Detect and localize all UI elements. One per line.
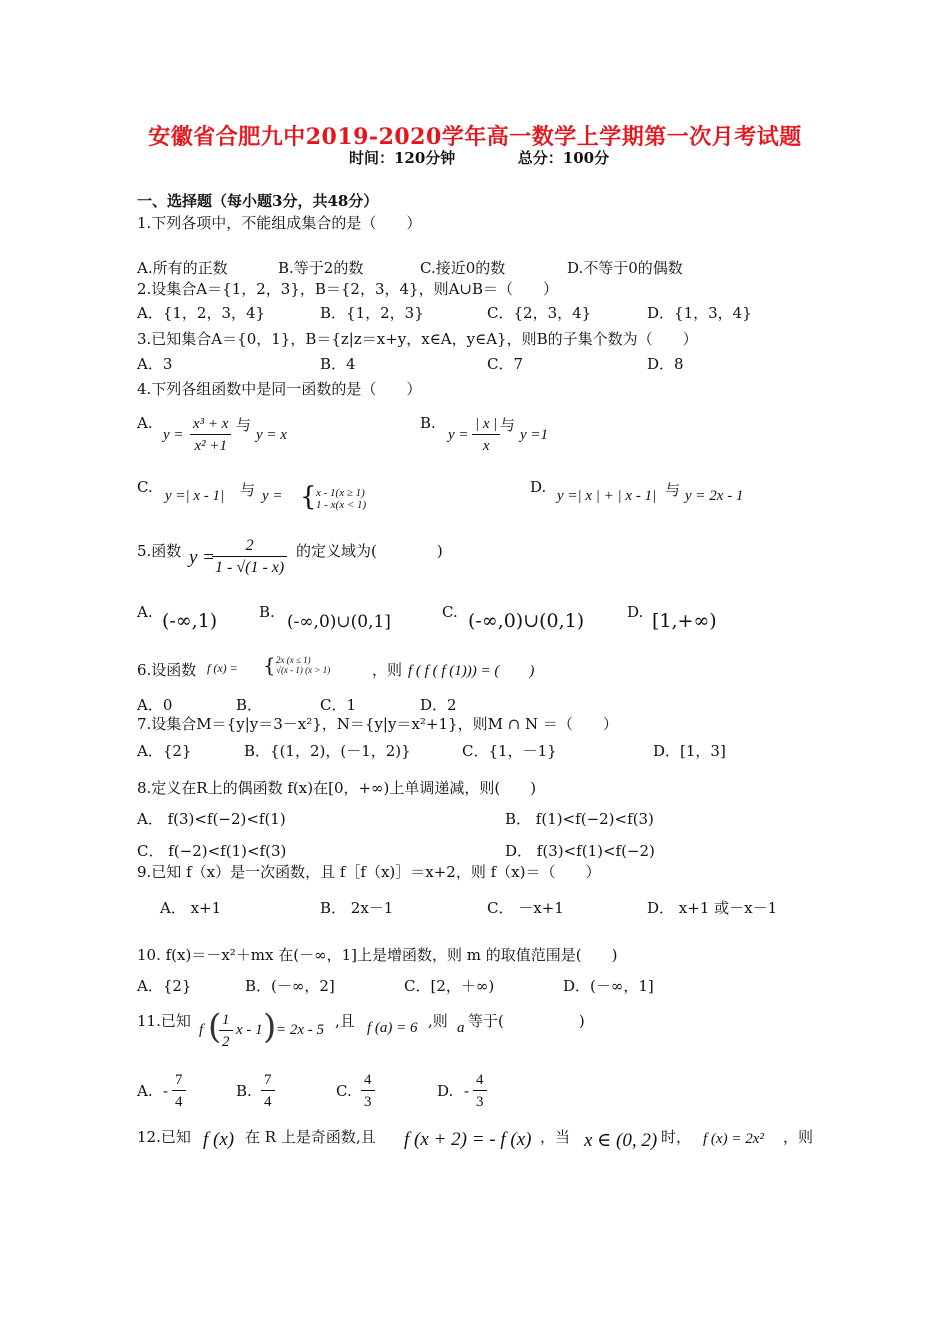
q10-option-c: C．[2，＋∞) (404, 977, 495, 995)
q11-condition: f (a) = 6 (367, 1020, 418, 1036)
q11-option-d-fraction (473, 1070, 487, 1113)
q4-option-d-rhs: y = 2x - 1 (685, 488, 744, 504)
q6-option-c: C．1 (320, 696, 357, 714)
q1-option-d: D.不等于0的偶数 (567, 259, 683, 277)
q4-c-cases (316, 487, 366, 511)
q12-when: 时， (661, 1128, 692, 1146)
question-8-stem: 8.定义在R上的偶函数 f(x)在[0，+∞)上单调递减，则( ) (137, 779, 537, 797)
q2-option-d: D．{1，3，4} (647, 304, 752, 322)
q11-post-pre: ,则 (428, 1012, 448, 1030)
q12-equation: f (x + 2) = - f (x) (404, 1129, 532, 1150)
q2-option-b: B．{1，2，3} (320, 304, 424, 322)
q11-inner-fraction (219, 1010, 233, 1053)
q12-fx: f (x) (203, 1129, 235, 1150)
q7-option-b: B．{(1，2)，(－1，2)} (244, 742, 411, 760)
q12-mid: 在 R 上是奇函数,且 (245, 1128, 376, 1146)
q5-option-b-label: B. (259, 603, 275, 621)
q5-option-d: [1,+∞) (652, 610, 717, 632)
q11-b-numerator: 7 (261, 1070, 275, 1091)
q5-lhs: y = (189, 547, 216, 568)
q7-option-d: D．[1，3] (653, 742, 726, 760)
q3-option-b: B．4 (320, 355, 356, 373)
q2-option-a: A．{1，2，3，4} (137, 304, 266, 322)
q4-option-d-with: 与 (665, 481, 681, 499)
q11-var: a (457, 1020, 465, 1036)
q11-inner-rest: x - 1 (236, 1022, 263, 1038)
question-2-stem: 2.设集合A＝{1，2，3}，B＝{2，3，4}，则A∪B＝（ ） (137, 280, 559, 298)
q6-option-b: B． (236, 696, 263, 714)
q11-option-a-sign: - (163, 1082, 169, 1100)
q1-option-b: B.等于2的数 (278, 259, 364, 277)
question-4-stem: 4.下列各组函数中是同一函数的是（ ） (137, 380, 422, 398)
question-5-stem-pre: 5.函数 (137, 542, 182, 560)
q10-option-b: B．(－∞，2] (245, 977, 335, 995)
q11-inner-denominator: 2 (222, 1034, 230, 1050)
q3-option-a: A．3 (137, 355, 173, 373)
q11-a-denominator: 4 (175, 1094, 183, 1110)
q6-case-2: √(x - 1) (x > 1) (276, 665, 331, 675)
q11-inner-numerator: 1 (219, 1010, 233, 1031)
q11-c-numerator: 4 (361, 1070, 375, 1091)
exam-time: 时间：120分钟 (349, 149, 456, 167)
q1-option-a: A.所有的正数 (137, 259, 228, 277)
q5-fraction (212, 536, 287, 579)
q11-option-b-fraction (261, 1070, 275, 1113)
q11-d-denominator: 3 (476, 1094, 484, 1110)
q5-option-d-label: D. (627, 603, 644, 621)
q11-option-c-fraction (361, 1070, 375, 1113)
q5-option-c-label: C. (442, 603, 458, 621)
q9-option-b: B． 2x－1 (320, 899, 394, 917)
q11-option-a-fraction (172, 1070, 186, 1113)
q4-option-c-lhs: y =| x - 1| (165, 488, 225, 504)
q10-option-a: A．{2} (137, 977, 192, 995)
q4-option-c-label: C. (137, 478, 153, 496)
q8-option-d: D． f(3)<f(1)<f(−2) (505, 842, 655, 860)
q6-case-1: 2x (x ≤ 1) (276, 655, 311, 665)
question-7-stem: 7.设集合M＝{y|y＝3－x²}，N＝{y|y＝x²+1}，则M ∩ N ＝（ ） (137, 715, 618, 733)
q11-d-numerator: 4 (473, 1070, 487, 1091)
q9-option-d: D． x+1 或－x－1 (647, 899, 778, 917)
q4-a-numerator: x³ + x (190, 414, 231, 435)
q4-option-b-label: B. (420, 414, 436, 432)
q11-b-denominator: 4 (264, 1094, 272, 1110)
q5-option-a-label: A. (137, 603, 153, 621)
q5-option-c: (-∞,0)∪(0,1) (468, 610, 585, 632)
q5-option-b: (-∞,0)∪(0,1] (287, 612, 391, 632)
q11-mid: ,且 (335, 1012, 355, 1030)
q4-option-d-lhs: y =| x | + | x - 1| (557, 488, 657, 504)
question-11-stem-pre: 11.已知 (137, 1012, 191, 1030)
q4-option-a-with: 与 (236, 416, 252, 434)
q8-option-b: B． f(1)<f(−2)<f(3) (505, 810, 654, 828)
q4-c-case-1: x - 1(x ≥ 1) (316, 487, 365, 499)
question-12-stem-pre: 12.已知 (137, 1128, 191, 1146)
q8-option-a: A． f(3)<f(−2)<f(1) (137, 810, 286, 828)
question-9-stem: 9.已知 f（x）是一次函数，且 f［f（x)］＝x+2，则 f（x)＝（ ） (137, 863, 601, 881)
q11-option-a-label: A. (137, 1082, 153, 1100)
q4-option-b-with: 与 (500, 416, 516, 434)
q7-option-a: A．{2} (137, 742, 192, 760)
q10-option-d: D．(－∞，1] (563, 977, 654, 995)
q11-option-b-label: B. (236, 1082, 252, 1100)
q11-f: f (199, 1022, 204, 1038)
q4-option-b-fraction (472, 414, 500, 457)
q9-option-c: C． －x+1 (487, 899, 564, 917)
q11-post: 等于( ) (468, 1012, 585, 1030)
q11-option-d-label: D. (437, 1082, 454, 1100)
q11-paren-left: ( (208, 1007, 222, 1047)
q4-option-b-lhs: y = (448, 427, 469, 443)
q11-option-d-sign: - (464, 1082, 470, 1100)
q4-option-a-lhs: y = (163, 427, 184, 443)
q6-option-a: A．0 (137, 696, 173, 714)
q12-comma: ，当 (540, 1128, 571, 1146)
q4-option-d-label: D. (530, 478, 547, 496)
q4-b-denominator: x (482, 438, 490, 454)
question-5-stem-post: 的定义域为( ) (296, 542, 443, 560)
q5-denominator: 1 - √(1 - x) (215, 559, 285, 576)
q4-option-c-rhs-lhs: y = (262, 488, 283, 504)
q2-option-c: C．{2，3，4} (487, 304, 592, 322)
q5-option-a: (-∞,1) (162, 610, 218, 632)
q11-paren-right: ) (263, 1007, 277, 1047)
question-1-stem: 1.下列各项中，不能组成集合的是（ ） (137, 214, 422, 232)
q3-option-c: C．7 (487, 355, 524, 373)
q12-definition: f (x) = 2x² (703, 1131, 764, 1147)
section-heading: 一、选择题（每小题3分，共48分） (137, 192, 379, 210)
q3-option-d: D．8 (647, 355, 684, 373)
q6-option-d: D．2 (420, 696, 457, 714)
q9-option-a: A． x+1 (160, 899, 222, 917)
q7-option-c: C．{1，－1} (462, 742, 557, 760)
exam-meta (349, 147, 609, 168)
q4-a-denominator: x² +1 (194, 438, 227, 454)
q11-a-numerator: 7 (172, 1070, 186, 1091)
question-6-stem-post: ，则 (372, 661, 403, 679)
q12-condition: x ∈ (0, 2) (584, 1130, 658, 1151)
question-3-stem: 3.已知集合A＝{0，1}，B＝{z|z＝x+y，x∈A，y∈A}，则B的子集个数为（ ） (137, 330, 698, 348)
question-10-stem: 10. f(x)＝－x²＋mx 在(－∞，1]上是增函数，则 m 的取值范围是( ) (137, 946, 618, 964)
q6-cases (276, 655, 330, 675)
document-title: 安徽省合肥九中2019-2020学年高一数学上学期第一次月考试题 (148, 124, 802, 150)
q4-option-b-rhs: y =1 (520, 427, 549, 443)
exam-score: 总分：100分 (517, 149, 610, 167)
q4-option-c-with: 与 (240, 481, 256, 499)
q11-rhs: = 2x - 5 (276, 1022, 325, 1038)
q1-option-c: C.接近0的数 (420, 259, 506, 277)
q5-numerator: 2 (212, 536, 287, 557)
q4-option-a-fraction (190, 414, 231, 457)
q12-post: ，则 (783, 1128, 814, 1146)
q11-option-c-label: C. (336, 1082, 352, 1100)
q6-expression: f ( f ( f (1))) = ( ) (408, 663, 535, 679)
q4-option-a-rhs: y = x (256, 427, 287, 443)
q6-brace: { (263, 653, 276, 677)
q4-c-brace: { (300, 482, 317, 512)
q4-b-numerator: | x | (472, 414, 500, 435)
q4-option-a-label: A. (137, 414, 153, 432)
q4-c-case-2: 1 - x(x < 1) (316, 499, 367, 511)
q6-fx: f (x) = (207, 661, 238, 675)
q8-option-c: C． f(−2)<f(1)<f(3) (137, 842, 287, 860)
q11-c-denominator: 3 (364, 1094, 372, 1110)
question-6-stem-pre: 6.设函数 (137, 661, 197, 679)
